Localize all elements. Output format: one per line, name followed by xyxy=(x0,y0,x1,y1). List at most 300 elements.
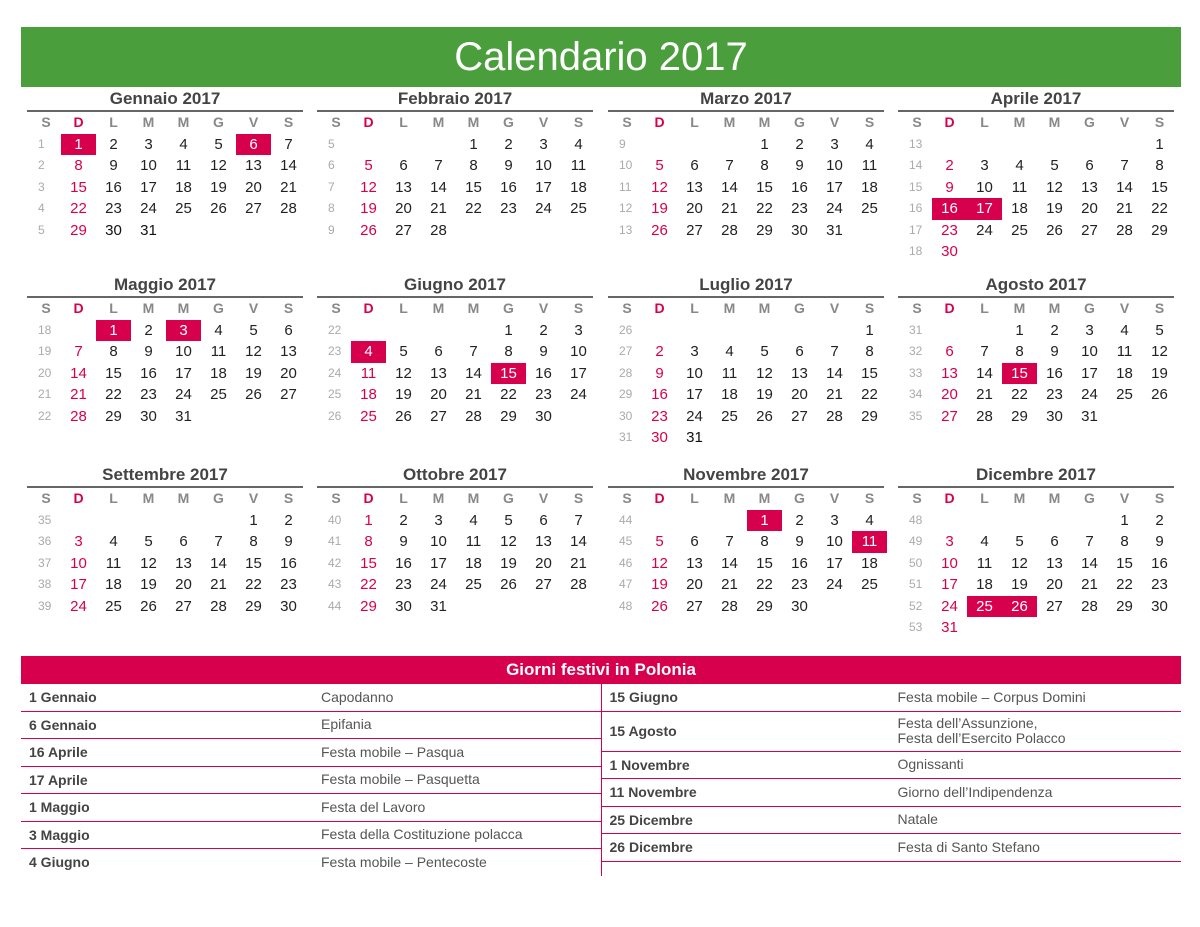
day-cell: 27 xyxy=(395,221,412,239)
holiday-date: 15 Giugno xyxy=(609,689,678,706)
holidays-panel xyxy=(21,656,1181,876)
day-cell: 8 xyxy=(760,533,769,550)
weekday-header: S xyxy=(573,114,584,130)
day-cell: 22 xyxy=(1151,200,1168,217)
weekday-header: L xyxy=(690,114,699,130)
month-grid xyxy=(27,488,303,617)
day-cell: 11 xyxy=(105,554,122,572)
day-cell: 21 xyxy=(210,576,227,593)
day-cell: 25 xyxy=(967,596,1002,618)
holiday-name-line: Festa dell’Assunzione, xyxy=(897,715,1038,731)
week-number: 23 xyxy=(328,344,342,358)
day-cell: 8 xyxy=(469,157,478,174)
holiday-date: 6 Gennaio xyxy=(29,716,97,733)
day-cell: 1 xyxy=(747,510,782,532)
holiday-name-line: Festa della Costituzione polacca xyxy=(321,826,523,843)
empty-cell xyxy=(561,406,596,428)
month-grid xyxy=(608,112,884,241)
day-cell: 8 xyxy=(504,343,513,360)
day-cell: 16 xyxy=(791,554,808,572)
month-title: Agosto 2017 xyxy=(898,274,1174,298)
day-cell: 15 xyxy=(245,554,262,572)
month-10 xyxy=(317,464,593,617)
week-number: 13 xyxy=(619,222,633,237)
holiday-row xyxy=(602,684,1182,712)
day-cell: 9 xyxy=(945,178,954,196)
empty-cell xyxy=(1072,134,1107,156)
day-cell: 20 xyxy=(175,576,192,593)
weekday-header: S xyxy=(1154,490,1165,506)
day-cell: 17 xyxy=(1081,364,1098,382)
holiday-name xyxy=(898,785,1053,800)
day-cell: 14 xyxy=(826,364,843,382)
weekday-header: S xyxy=(283,490,294,506)
empty-cell xyxy=(201,406,236,428)
month-1 xyxy=(27,88,303,241)
week-number: 48 xyxy=(909,512,923,527)
day-cell: 21 xyxy=(70,386,87,403)
day-cell: 30 xyxy=(791,221,808,239)
day-cell: 17 xyxy=(967,198,1002,220)
day-cell: 2 xyxy=(144,321,153,339)
week-number: 42 xyxy=(328,555,342,570)
month-grid xyxy=(317,298,593,427)
day-cell: 24 xyxy=(535,200,552,217)
week-number-header: S xyxy=(41,490,51,506)
day-cell: 28 xyxy=(826,407,843,425)
day-cell: 28 xyxy=(976,407,993,425)
day-cell: 2 xyxy=(539,321,548,339)
week-number: 14 xyxy=(909,158,923,172)
holiday-row xyxy=(21,739,601,767)
day-cell: 11 xyxy=(861,157,878,174)
empty-cell xyxy=(642,320,677,342)
day-cell: 25 xyxy=(1011,221,1028,239)
day-cell: 31 xyxy=(686,429,703,446)
day-cell: 7 xyxy=(469,343,478,360)
day-cell: 27 xyxy=(941,407,958,425)
day-cell: 30 xyxy=(1151,597,1168,615)
day-cell: 23 xyxy=(140,386,157,403)
weekday-header: M xyxy=(142,114,155,130)
day-cell: 7 xyxy=(284,135,293,153)
week-number: 7 xyxy=(328,179,335,194)
day-cell: 1 xyxy=(504,321,513,339)
empty-cell xyxy=(712,134,747,156)
day-cell: 18 xyxy=(210,364,227,382)
day-cell: 9 xyxy=(1155,533,1164,550)
empty-cell xyxy=(456,596,491,618)
holidays-right-column xyxy=(601,684,1182,876)
day-cell: 24 xyxy=(70,597,87,615)
day-cell: 25 xyxy=(175,200,192,217)
day-cell: 29 xyxy=(105,407,122,425)
day-cell: 6 xyxy=(179,533,188,550)
weekday-header: D xyxy=(944,490,955,506)
weekday-header: D xyxy=(363,300,374,316)
empty-cell xyxy=(932,510,967,532)
day-cell: 26 xyxy=(756,407,773,425)
empty-cell xyxy=(491,220,526,242)
day-cell: 5 xyxy=(214,135,223,153)
day-cell: 15 xyxy=(756,178,773,196)
week-number: 25 xyxy=(328,387,342,401)
day-cell: 4 xyxy=(214,321,223,339)
week-number-header: S xyxy=(912,114,922,130)
week-number: 44 xyxy=(328,598,342,613)
empty-cell xyxy=(421,134,456,156)
holiday-row xyxy=(602,712,1182,752)
week-number: 40 xyxy=(328,512,342,527)
day-cell: 6 xyxy=(1085,157,1094,174)
week-number: 18 xyxy=(909,244,923,258)
month-title: Luglio 2017 xyxy=(608,274,884,298)
empty-cell xyxy=(1107,406,1142,428)
day-cell: 17 xyxy=(140,178,157,196)
day-cell: 16 xyxy=(500,178,517,196)
weekday-header: V xyxy=(538,490,549,506)
empty-cell xyxy=(677,320,712,342)
day-cell: 18 xyxy=(861,554,878,572)
day-cell: 26 xyxy=(210,200,227,217)
day-cell: 8 xyxy=(760,157,769,174)
empty-cell xyxy=(201,510,236,532)
weekday-header: V xyxy=(248,490,259,506)
empty-cell xyxy=(677,134,712,156)
day-cell: 15 xyxy=(1151,178,1168,196)
day-cell: 15 xyxy=(756,554,773,572)
week-number: 35 xyxy=(38,512,52,527)
weekday-header: S xyxy=(1154,300,1165,316)
day-cell: 8 xyxy=(1015,343,1024,360)
day-cell: 17 xyxy=(941,576,958,593)
empty-cell xyxy=(1037,617,1072,639)
day-cell: 18 xyxy=(465,554,482,572)
day-cell: 4 xyxy=(469,511,478,529)
week-number: 45 xyxy=(619,534,633,548)
weekday-header: D xyxy=(654,490,665,506)
empty-cell xyxy=(852,220,887,242)
month-8 xyxy=(898,274,1174,427)
day-cell: 21 xyxy=(570,554,587,572)
week-number: 27 xyxy=(619,344,633,358)
month-title: Marzo 2017 xyxy=(608,88,884,112)
day-cell: 12 xyxy=(1046,178,1063,196)
day-cell: 31 xyxy=(1081,407,1098,425)
day-cell: 30 xyxy=(535,407,552,425)
day-cell: 2 xyxy=(504,135,513,153)
month-grid xyxy=(898,488,1174,639)
week-number: 43 xyxy=(328,577,342,591)
holiday-row xyxy=(21,684,601,712)
holiday-date: 25 Dicembre xyxy=(609,811,693,828)
day-cell: 3 xyxy=(1085,321,1094,339)
day-cell: 20 xyxy=(430,386,447,403)
week-number: 46 xyxy=(619,555,633,570)
empty-cell xyxy=(201,220,236,242)
holiday-row xyxy=(21,767,601,795)
weekday-header: M xyxy=(177,114,190,130)
month-9 xyxy=(27,464,303,617)
holiday-name-line: Festa di Santo Stefano xyxy=(897,838,1040,855)
empty-cell xyxy=(351,320,386,342)
day-cell: 10 xyxy=(941,554,958,572)
weekday-header: V xyxy=(538,300,549,316)
calendar-title-banner xyxy=(21,27,1181,87)
month-2 xyxy=(317,88,593,241)
weekday-header: V xyxy=(829,490,840,506)
week-number: 44 xyxy=(619,512,633,527)
weekday-header: G xyxy=(794,114,805,130)
week-number: 9 xyxy=(328,222,335,237)
weekday-header: G xyxy=(794,490,805,506)
week-number: 31 xyxy=(619,430,633,444)
day-cell: 25 xyxy=(360,407,377,425)
day-cell: 11 xyxy=(360,364,377,382)
day-cell: 5 xyxy=(760,343,769,360)
holiday-name-line: Natale xyxy=(897,811,938,828)
day-cell: 7 xyxy=(725,533,734,550)
day-cell: 19 xyxy=(395,386,412,403)
day-cell: 19 xyxy=(651,576,668,593)
empty-cell xyxy=(967,320,1002,342)
month-title: Novembre 2017 xyxy=(608,464,884,488)
day-cell: 2 xyxy=(1155,511,1164,529)
empty-cell xyxy=(1002,617,1037,639)
weekday-header: G xyxy=(794,300,805,316)
day-cell: 25 xyxy=(861,200,878,217)
weekday-header: V xyxy=(1119,114,1130,130)
empty-cell xyxy=(932,320,967,342)
weekday-header: M xyxy=(1048,490,1061,506)
day-cell: 21 xyxy=(430,200,447,217)
week-number: 6 xyxy=(328,158,335,172)
day-cell: 14 xyxy=(721,178,738,196)
day-cell: 4 xyxy=(1015,157,1024,174)
day-cell: 30 xyxy=(651,429,668,446)
month-title: Settembre 2017 xyxy=(27,464,303,488)
week-number: 12 xyxy=(619,201,633,215)
day-cell: 17 xyxy=(535,178,552,196)
holiday-date: 4 Giugno xyxy=(29,854,90,871)
empty-cell xyxy=(561,596,596,618)
day-cell: 4 xyxy=(1120,321,1129,339)
weekday-header: L xyxy=(690,300,699,316)
week-number: 48 xyxy=(619,598,633,613)
week-number: 33 xyxy=(909,365,923,380)
day-cell: 18 xyxy=(105,576,122,593)
day-cell: 27 xyxy=(245,200,262,217)
week-number: 38 xyxy=(38,577,52,591)
month-grid xyxy=(27,112,303,241)
holiday-name xyxy=(321,855,487,870)
day-cell: 9 xyxy=(655,364,664,382)
day-cell: 13 xyxy=(430,364,447,382)
day-cell: 4 xyxy=(574,135,583,153)
holiday-name-line: Festa del Lavoro xyxy=(321,798,426,815)
holiday-name-line: Giorno dell’Indipendenza xyxy=(897,783,1053,800)
day-cell: 18 xyxy=(976,576,993,593)
week-number: 51 xyxy=(909,577,923,591)
empty-cell xyxy=(782,320,817,342)
weekday-header: M xyxy=(1013,114,1026,130)
day-cell: 22 xyxy=(756,200,773,217)
holiday-date: 26 Dicembre xyxy=(609,839,693,856)
day-cell: 12 xyxy=(756,364,773,382)
day-cell: 25 xyxy=(210,386,227,403)
day-cell: 1 xyxy=(469,135,478,153)
day-cell: 9 xyxy=(284,533,293,550)
week-number: 39 xyxy=(38,598,52,613)
day-cell: 31 xyxy=(140,221,157,239)
day-cell: 29 xyxy=(70,221,87,239)
day-cell: 12 xyxy=(395,364,412,382)
day-cell: 24 xyxy=(430,576,447,593)
empty-cell xyxy=(1002,134,1037,156)
week-number: 21 xyxy=(38,387,52,401)
empty-cell xyxy=(642,510,677,532)
holiday-date: 17 Aprile xyxy=(29,771,88,788)
day-cell: 19 xyxy=(1151,364,1168,382)
holiday-name xyxy=(898,840,1040,855)
month-grid xyxy=(898,112,1174,263)
empty-cell xyxy=(1002,510,1037,532)
day-cell: 10 xyxy=(1081,343,1098,360)
week-number: 37 xyxy=(38,555,52,570)
day-cell: 21 xyxy=(465,386,482,403)
week-number: 49 xyxy=(909,534,923,548)
calendar-title: Calendario 2017 xyxy=(454,34,748,79)
day-cell: 1 xyxy=(1015,321,1024,339)
day-cell: 1 xyxy=(364,511,373,529)
day-cell: 16 xyxy=(395,554,412,572)
empty-cell xyxy=(1072,241,1107,263)
month-7 xyxy=(608,274,884,449)
day-cell: 1 xyxy=(865,321,874,339)
month-6 xyxy=(317,274,593,427)
day-cell: 25 xyxy=(861,576,878,593)
holiday-name-line: Epifania xyxy=(321,716,372,733)
week-number: 1 xyxy=(38,136,45,151)
day-cell: 18 xyxy=(360,386,377,403)
day-cell: 3 xyxy=(166,320,201,342)
day-cell: 2 xyxy=(109,135,118,153)
day-cell: 29 xyxy=(1151,221,1168,239)
day-cell: 27 xyxy=(535,576,552,593)
day-cell: 17 xyxy=(826,178,843,196)
holiday-row xyxy=(21,794,601,822)
day-cell: 20 xyxy=(686,200,703,217)
day-cell: 27 xyxy=(175,597,192,615)
day-cell: 3 xyxy=(690,343,699,360)
month-12 xyxy=(898,464,1174,639)
empty-cell xyxy=(642,134,677,156)
day-cell: 10 xyxy=(826,533,843,550)
day-cell: 9 xyxy=(109,157,118,174)
empty-cell xyxy=(456,320,491,342)
weekday-header: M xyxy=(432,300,445,316)
month-title: Maggio 2017 xyxy=(27,274,303,298)
month-grid xyxy=(317,112,593,241)
empty-cell xyxy=(1107,134,1142,156)
day-cell: 26 xyxy=(651,597,668,615)
day-cell: 19 xyxy=(360,200,377,217)
day-cell: 24 xyxy=(140,200,157,217)
day-cell: 21 xyxy=(721,576,738,593)
weekday-header: V xyxy=(1119,490,1130,506)
day-cell: 3 xyxy=(434,511,443,529)
day-cell: 10 xyxy=(826,157,843,174)
week-number: 22 xyxy=(38,408,52,423)
day-cell: 16 xyxy=(140,364,157,382)
day-cell: 15 xyxy=(861,364,878,382)
day-cell: 13 xyxy=(535,533,552,550)
day-cell: 22 xyxy=(105,386,122,403)
weekday-header: M xyxy=(1048,300,1061,316)
day-cell: 28 xyxy=(430,221,447,239)
empty-cell xyxy=(1002,241,1037,263)
day-cell: 11 xyxy=(210,343,227,360)
day-cell: 8 xyxy=(1155,157,1164,174)
day-cell: 22 xyxy=(1011,386,1028,403)
day-cell: 12 xyxy=(140,554,157,572)
empty-cell xyxy=(1037,241,1072,263)
week-number: 17 xyxy=(909,222,923,237)
day-cell: 8 xyxy=(364,533,373,550)
day-cell: 13 xyxy=(791,364,808,382)
day-cell: 14 xyxy=(280,157,297,174)
holiday-date: 11 Novembre xyxy=(609,784,697,801)
day-cell: 18 xyxy=(175,178,192,196)
day-cell: 16 xyxy=(1046,364,1063,382)
empty-cell xyxy=(491,596,526,618)
day-cell: 16 xyxy=(651,386,668,403)
empty-cell xyxy=(817,320,852,342)
day-cell: 22 xyxy=(756,576,773,593)
day-cell: 28 xyxy=(721,597,738,615)
week-number: 9 xyxy=(619,136,626,151)
weekday-header: G xyxy=(1084,300,1095,316)
day-cell: 23 xyxy=(651,407,668,425)
week-number: 15 xyxy=(909,179,923,194)
day-cell: 16 xyxy=(280,554,297,572)
weekday-header: M xyxy=(723,490,736,506)
holiday-date: 1 Maggio xyxy=(29,799,90,816)
day-cell: 15 xyxy=(105,364,122,382)
day-cell: 14 xyxy=(721,554,738,572)
day-cell: 28 xyxy=(570,576,587,593)
day-cell: 2 xyxy=(795,511,804,529)
day-cell: 13 xyxy=(1081,178,1098,196)
empty-cell xyxy=(61,320,96,342)
day-cell: 19 xyxy=(1046,200,1063,217)
day-cell: 26 xyxy=(395,407,412,425)
day-cell: 11 xyxy=(175,157,192,174)
day-cell: 30 xyxy=(140,407,157,425)
day-cell: 2 xyxy=(1050,321,1059,339)
weekday-header: S xyxy=(864,490,875,506)
weekday-header: M xyxy=(142,300,155,316)
day-cell: 5 xyxy=(1050,157,1059,174)
day-cell: 16 xyxy=(105,178,122,196)
day-cell: 12 xyxy=(360,178,377,196)
day-cell: 6 xyxy=(690,157,699,174)
day-cell: 25 xyxy=(721,407,738,425)
day-cell: 20 xyxy=(686,576,703,593)
day-cell: 1 xyxy=(1155,135,1164,153)
weekday-header: M xyxy=(1013,490,1026,506)
day-cell: 10 xyxy=(535,157,552,174)
